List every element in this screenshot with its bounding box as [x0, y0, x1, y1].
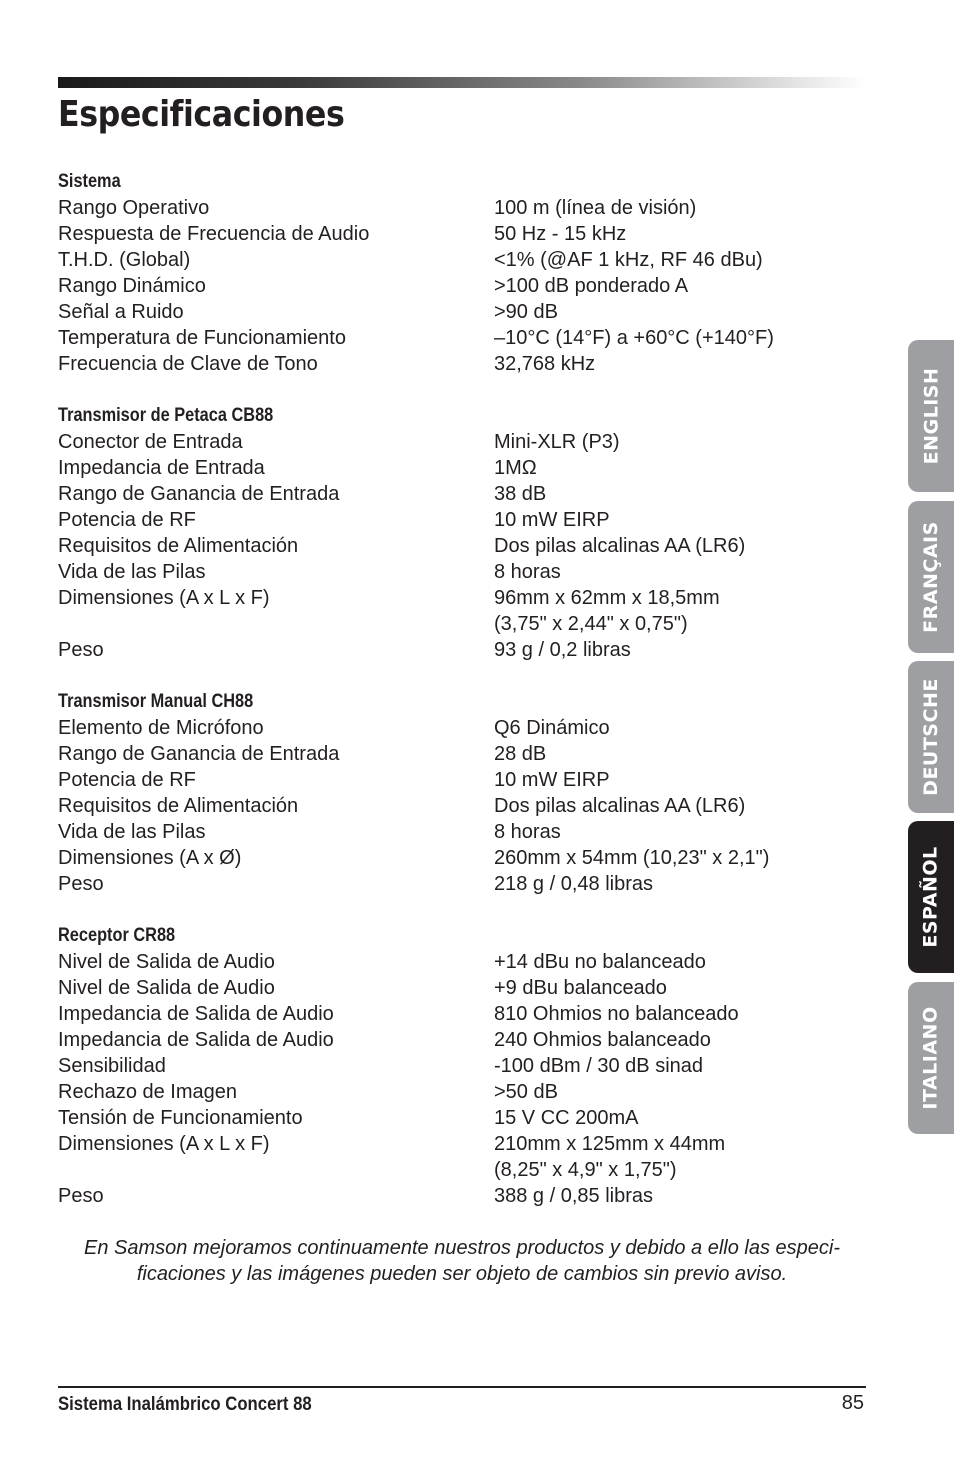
spec-value: 10 mW EIRP	[494, 509, 610, 531]
spec-value: 8 horas	[494, 821, 561, 843]
spec-value: +9 dBu balanceado	[494, 977, 667, 999]
spec-row	[58, 351, 858, 377]
tab-label: ITALIANO	[920, 1006, 943, 1110]
spec-label: Rechazo de Imagen	[58, 1081, 238, 1103]
spec-row	[58, 975, 858, 1001]
spec-label: Impedancia de Salida de Audio	[58, 1003, 334, 1025]
spec-label: Frecuencia de Clave de Tono	[58, 353, 318, 375]
spec-label: Nivel de Salida de Audio	[58, 951, 275, 973]
spec-value: >50 dB	[494, 1081, 558, 1103]
spec-label: Elemento de Micrófono	[58, 717, 264, 739]
spec-section-cr88	[58, 923, 858, 1209]
page-title: Especificaciones	[58, 94, 345, 135]
spec-value: -100 dBm / 30 dB sinad	[494, 1055, 704, 1077]
spec-value: +14 dBu no balanceado	[494, 951, 706, 973]
spec-label: Potencia de RF	[58, 509, 196, 531]
spec-value: 96mm x 62mm x 18,5mm (3,75" x 2,44" x 0,75")	[494, 587, 720, 635]
spec-section-ch88	[58, 689, 858, 897]
spec-label: Rango de Ganancia de Entrada	[58, 483, 340, 505]
specifications-list	[58, 169, 858, 1235]
spec-value: 15 V CC 200mA	[494, 1107, 639, 1129]
spec-label: Respuesta de Frecuencia de Audio	[58, 223, 370, 245]
tab-label: ESPAÑOL	[920, 846, 942, 948]
spec-label: Potencia de RF	[58, 769, 196, 791]
spec-value: 810 Ohmios no balanceado	[494, 1003, 739, 1025]
spec-label: Tensión de Funcionamiento	[58, 1107, 303, 1129]
spec-row	[58, 1131, 858, 1183]
spec-label: Vida de las Pilas	[58, 821, 206, 843]
spec-value: 8 horas	[494, 561, 561, 583]
page-number: 85	[841, 1392, 864, 1414]
spec-row	[58, 949, 858, 975]
spec-value: Q6 Dinámico	[494, 717, 610, 739]
spec-row	[58, 455, 858, 481]
spec-row	[58, 819, 858, 845]
spec-row	[58, 299, 858, 325]
spec-value: 28 dB	[494, 743, 547, 765]
tab-italiano[interactable]	[908, 982, 954, 1134]
spec-row	[58, 481, 858, 507]
section-title: Transmisor Manual CH88	[58, 691, 254, 712]
spec-value: Mini-XLR (P3)	[494, 431, 620, 453]
spec-row	[58, 1079, 858, 1105]
spec-label: Dimensiones (A x L x F)	[58, 1133, 270, 1155]
spec-value: >90 dB	[494, 301, 558, 323]
spec-label: Rango de Ganancia de Entrada	[58, 743, 340, 765]
spec-value: –10°C (14°F) a +60°C (+140°F)	[494, 327, 774, 349]
spec-row	[58, 247, 858, 273]
tab-espanol[interactable]	[908, 821, 954, 973]
header-gradient-rule	[58, 77, 866, 88]
tab-english[interactable]	[908, 340, 954, 492]
spec-label: Peso	[58, 1185, 104, 1207]
spec-value: 38 dB	[494, 483, 547, 505]
spec-row	[58, 585, 858, 637]
spec-value: 10 mW EIRP	[494, 769, 610, 791]
spec-label: Conector de Entrada	[58, 431, 243, 453]
spec-section-sistema	[58, 169, 858, 377]
spec-label: Dimensiones (A x L x F)	[58, 587, 270, 609]
disclaimer-note	[58, 1235, 866, 1287]
spec-value: <1% (@AF 1 kHz, RF 46 dBu)	[494, 249, 763, 271]
spec-row	[58, 845, 858, 871]
spec-label: Impedancia de Salida de Audio	[58, 1029, 334, 1051]
footer-product-title: Sistema Inalámbrico Concert 88	[58, 1394, 312, 1415]
spec-row	[58, 871, 858, 897]
footer-rule	[58, 1386, 866, 1388]
spec-label: Nivel de Salida de Audio	[58, 977, 275, 999]
spec-row	[58, 533, 858, 559]
spec-row	[58, 507, 858, 533]
tab-francais[interactable]	[908, 501, 954, 653]
spec-row	[58, 325, 858, 351]
tab-deutsche[interactable]	[908, 661, 954, 813]
spec-label: Rango Operativo	[58, 197, 210, 219]
tab-label: DEUTSCHE	[920, 678, 942, 796]
spec-row	[58, 741, 858, 767]
tab-label: ENGLISH	[920, 367, 942, 465]
disclaimer-text: En Samson mejoramos continuamente nuestros productos y debido a ello las especi- ficaciones y las imágenes pueden ser objeto de cambios sin previo aviso.	[84, 1237, 840, 1285]
spec-label: T.H.D. (Global)	[58, 249, 191, 271]
spec-value: 218 g / 0,48 libras	[494, 873, 653, 895]
section-title: Transmisor de Petaca CB88	[58, 405, 274, 426]
spec-row	[58, 221, 858, 247]
spec-label: Vida de las Pilas	[58, 561, 206, 583]
spec-value: Dos pilas alcalinas AA (LR6)	[494, 535, 746, 557]
spec-value: 260mm x 54mm (10,23" x 2,1")	[494, 847, 770, 869]
spec-value: 388 g / 0,85 libras	[494, 1185, 653, 1207]
spec-value: 100 m (línea de visión)	[494, 197, 697, 219]
spec-row	[58, 1183, 858, 1209]
section-title: Sistema	[58, 171, 121, 192]
section-title: Receptor CR88	[58, 925, 176, 946]
spec-row	[58, 1027, 858, 1053]
spec-label: Señal a Ruido	[58, 301, 184, 323]
spec-row	[58, 1105, 858, 1131]
spec-row	[58, 715, 858, 741]
spec-label: Sensibilidad	[58, 1055, 166, 1077]
spec-label: Impedancia de Entrada	[58, 457, 265, 479]
spec-label: Peso	[58, 873, 104, 895]
spec-label: Peso	[58, 639, 104, 661]
spec-value: >100 dB ponderado A	[494, 275, 689, 297]
spec-value: 32,768 kHz	[494, 353, 596, 375]
spec-row	[58, 1053, 858, 1079]
spec-row	[58, 1001, 858, 1027]
spec-label: Temperatura de Funcionamiento	[58, 327, 346, 349]
spec-row	[58, 793, 858, 819]
spec-value: 93 g / 0,2 libras	[494, 639, 631, 661]
spec-label: Requisitos de Alimentación	[58, 535, 299, 557]
spec-value: 210mm x 125mm x 44mm (8,25" x 4,9" x 1,75")	[494, 1133, 726, 1181]
spec-label: Rango Dinámico	[58, 275, 206, 297]
spec-row	[58, 195, 858, 221]
spec-label: Dimensiones (A x Ø)	[58, 847, 242, 869]
spec-value: 50 Hz - 15 kHz	[494, 223, 627, 245]
spec-row	[58, 429, 858, 455]
spec-row	[58, 767, 858, 793]
spec-label: Requisitos de Alimentación	[58, 795, 299, 817]
spec-value: 240 Ohmios balanceado	[494, 1029, 711, 1051]
spec-row	[58, 637, 858, 663]
spec-section-cb88	[58, 403, 858, 663]
spec-value: 1MΩ	[494, 457, 537, 479]
tab-label: FRANÇAIS	[920, 521, 942, 633]
spec-row	[58, 559, 858, 585]
spec-row	[58, 273, 858, 299]
spec-value: Dos pilas alcalinas AA (LR6)	[494, 795, 746, 817]
